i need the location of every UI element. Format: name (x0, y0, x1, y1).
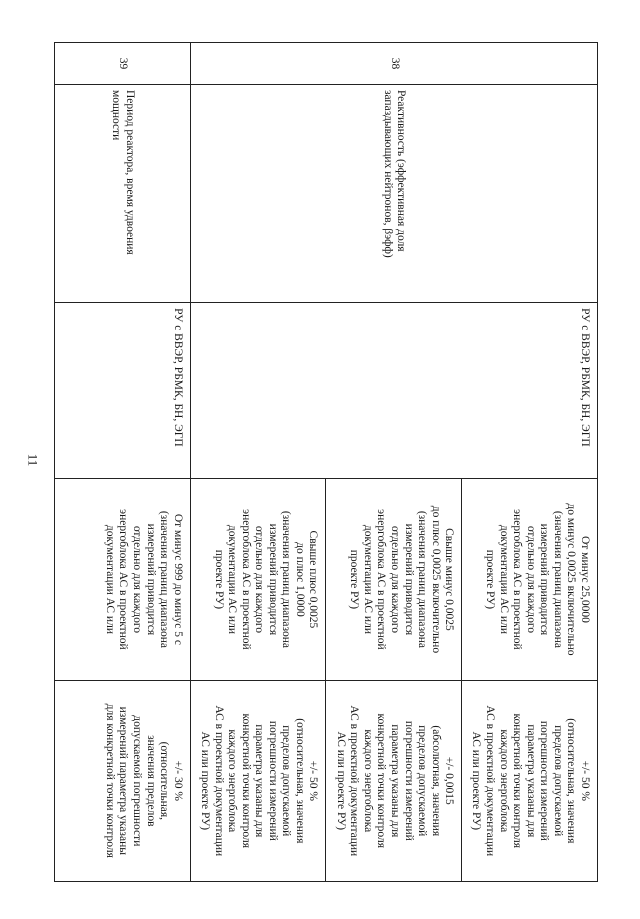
range-line: проекте РУ) (348, 549, 361, 610)
range-line: энергоблока АС в проектной (375, 509, 388, 650)
reactor-types: РУ с ВВЭР, РБМК, БН, ЭГП (190, 303, 597, 479)
error-line: (относительная, значения (293, 718, 306, 844)
error-line: (абсолютная, значения (429, 725, 442, 837)
table-row (55, 43, 191, 882)
range-line: энергоблока АС в проектной (511, 509, 524, 650)
error-line: параметра указаны для (524, 724, 537, 838)
range-line: измерений приводится (144, 523, 157, 636)
range-line: документации АС или (361, 524, 374, 634)
range-line: документации АС или (103, 524, 116, 634)
reactor-types: РУ с ВВЭР, РБМК, БН, ЭГП (55, 303, 191, 479)
row-number: 38 (190, 43, 597, 85)
parameters-table (54, 42, 598, 882)
error-line: погрешности измерений (402, 720, 415, 841)
range-line: проекте РУ) (484, 549, 497, 610)
error-limits (326, 680, 462, 881)
error-limits (462, 680, 598, 881)
range-line: отдельно для каждого (524, 525, 537, 634)
error-line: +/- 50 % (307, 760, 320, 801)
range-line: отдельно для каждого (131, 525, 144, 634)
measurement-range (190, 479, 326, 680)
error-line: +/- 50 % (579, 760, 591, 801)
range-line: документации АС или (497, 524, 510, 634)
error-line: погрешности измерений (538, 720, 551, 841)
error-line: для конкретной точки контроля (103, 703, 116, 858)
error-limits (55, 680, 191, 881)
error-line: пределов допускаемой (551, 725, 564, 837)
range-line: измерений приводится (402, 523, 415, 636)
range-line: энергоблока АС в проектной (117, 509, 130, 650)
error-line: АС в проектной документации (484, 705, 497, 857)
range-line: (значения границ диапазона (416, 510, 429, 648)
error-line: АС или проекте РУ) (470, 731, 483, 831)
range-line: измерений приводится (266, 523, 279, 636)
error-line: параметра указаны для (253, 724, 266, 838)
error-limits (190, 680, 326, 881)
error-line: +/- 0,0015 (443, 756, 456, 805)
error-line: пределов допускаемой (416, 725, 429, 837)
error-line: допускаемой погрешности (131, 715, 144, 847)
error-line: АС в проектной документации (348, 705, 361, 857)
range-line: до плюс 0,0025 включительно (429, 505, 442, 654)
error-line: пределов допускаемой (280, 725, 293, 837)
parameter-name: Период реактора, время удвоения мощности (55, 84, 191, 302)
error-line: +/- 30 % (171, 760, 184, 801)
parameter-name: Реактивность (эффективная доля запаздывающих нейтронов, βэфф) (190, 84, 597, 302)
error-line: каждого энергоблока (497, 729, 510, 833)
range-line: отдельно для каждого (389, 525, 401, 634)
error-line: конкретной точки контроля (239, 713, 252, 849)
page-number: 11 (25, 453, 41, 467)
measurement-range (462, 479, 598, 680)
range-line: (значения границ диапазона (280, 510, 293, 648)
error-line: каждого энергоблока (226, 729, 239, 833)
rotated-page (54, 42, 598, 882)
error-line: (относительная, (158, 741, 171, 821)
error-line: конкретной точки контроля (511, 713, 524, 849)
range-line: Свыше минус 0,0025 (443, 528, 456, 631)
error-line: погрешности измерений (266, 720, 279, 841)
error-line: АС в проектной документации (212, 705, 225, 857)
error-line: АС или проекте РУ) (199, 731, 211, 831)
range-line: до плюс 1,0000 (293, 542, 306, 617)
row-number: 39 (55, 43, 191, 85)
table-row (462, 43, 598, 882)
range-line: (значения границ диапазона (158, 510, 171, 648)
range-line: От минус 25,0000 (579, 535, 591, 623)
range-line: документации АС или (226, 524, 239, 634)
measurement-range (55, 479, 191, 680)
error-line: конкретной точки контроля (375, 713, 388, 849)
range-line: энергоблока АС в проектной (239, 509, 252, 650)
range-line: проекте РУ) (212, 549, 225, 610)
measurement-range (326, 479, 462, 680)
error-line: АС или проекте РУ) (334, 731, 347, 831)
error-line: параметра указаны для (389, 724, 401, 838)
error-line: измерений параметра указаны (117, 706, 130, 855)
error-line: значения пределов (144, 735, 157, 827)
range-line: Свыше плюс 0,0025 (307, 530, 320, 629)
range-line: отдельно для каждого (253, 525, 266, 634)
range-line: (значения границ диапазона (551, 510, 564, 648)
range-line: до минус 0,0025 включительно (565, 503, 578, 656)
error-line: каждого энергоблока (361, 729, 374, 833)
error-line: (относительная, значения (565, 718, 578, 844)
range-line: измерений приводится (538, 523, 551, 636)
range-line: От минус 999 до минус 5 с (171, 513, 184, 646)
